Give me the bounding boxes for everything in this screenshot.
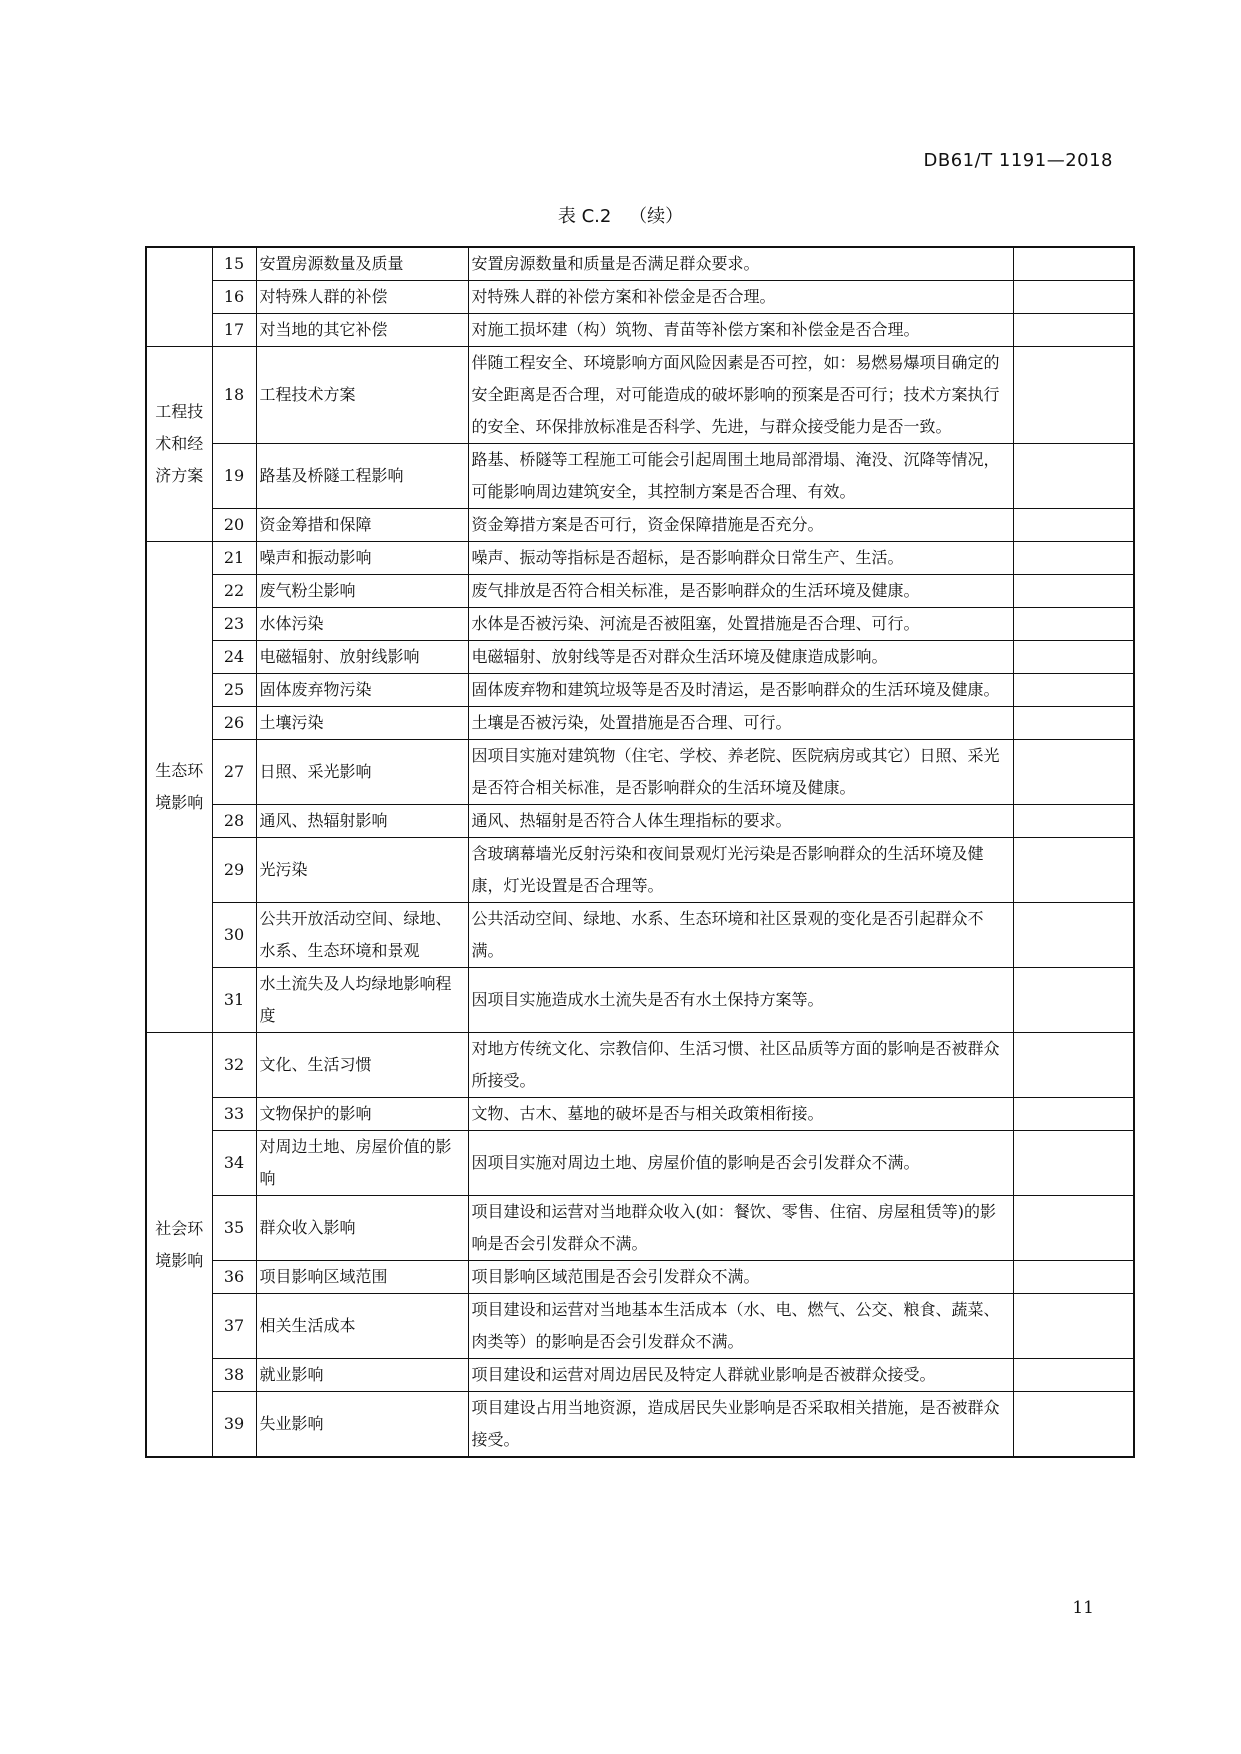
item-cell: 失业影响 bbox=[256, 1392, 468, 1458]
item-cell: 就业影响 bbox=[256, 1359, 468, 1392]
item-cell: 资金筹措和保障 bbox=[256, 509, 468, 542]
table-row bbox=[146, 1294, 1134, 1359]
content-cell: 资金筹措方案是否可行，资金保障措施是否充分。 bbox=[468, 509, 1013, 542]
item-cell: 公共开放活动空间、绿地、水系、生态环境和景观 bbox=[256, 903, 468, 968]
remark-cell bbox=[1013, 1131, 1134, 1196]
row-number-cell: 25 bbox=[212, 674, 256, 707]
content-cell: 路基、桥隧等工程施工可能会引起周围土地局部滑塌、淹没、沉降等情况，可能影响周边建筑安全，其控制方案是否合理、有效。 bbox=[468, 444, 1013, 509]
item-cell: 对特殊人群的补偿 bbox=[256, 281, 468, 314]
remark-cell bbox=[1013, 1196, 1134, 1261]
row-number-cell: 28 bbox=[212, 805, 256, 838]
content-cell: 通风、热辐射是否符合人体生理指标的要求。 bbox=[468, 805, 1013, 838]
item-cell: 工程技术方案 bbox=[256, 347, 468, 444]
table-row bbox=[146, 1261, 1134, 1294]
remark-cell bbox=[1013, 968, 1134, 1033]
row-number-cell: 21 bbox=[212, 542, 256, 575]
table-body bbox=[146, 247, 1134, 1457]
content-cell: 伴随工程安全、环境影响方面风险因素是否可控，如：易燃易爆项目确定的安全距离是否合理，对可能造成的破坏影响的预案是否可行；技术方案执行的安全、环保排放标准是否科学、先进，与群众接受能力是否一致。 bbox=[468, 347, 1013, 444]
content-cell: 项目建设和运营对当地群众收入(如：餐饮、零售、住宿、房屋租赁等)的影响是否会引发群众不满。 bbox=[468, 1196, 1013, 1261]
table-row bbox=[146, 314, 1134, 347]
row-number-cell: 22 bbox=[212, 575, 256, 608]
table-row bbox=[146, 968, 1134, 1033]
item-cell: 相关生活成本 bbox=[256, 1294, 468, 1359]
remark-cell bbox=[1013, 608, 1134, 641]
row-number-cell: 16 bbox=[212, 281, 256, 314]
item-cell: 文物保护的影响 bbox=[256, 1098, 468, 1131]
table-row bbox=[146, 1359, 1134, 1392]
content-cell: 安置房源数量和质量是否满足群众要求。 bbox=[468, 247, 1013, 281]
item-cell: 对周边土地、房屋价值的影响 bbox=[256, 1131, 468, 1196]
remark-cell bbox=[1013, 575, 1134, 608]
item-cell: 固体废弃物污染 bbox=[256, 674, 468, 707]
table-row bbox=[146, 444, 1134, 509]
content-cell: 文物、古木、墓地的破坏是否与相关政策相衔接。 bbox=[468, 1098, 1013, 1131]
remark-cell bbox=[1013, 674, 1134, 707]
content-cell: 水体是否被污染、河流是否被阻塞，处置措施是否合理、可行。 bbox=[468, 608, 1013, 641]
table-row bbox=[146, 1098, 1134, 1131]
content-cell: 对特殊人群的补偿方案和补偿金是否合理。 bbox=[468, 281, 1013, 314]
remark-cell bbox=[1013, 740, 1134, 805]
table-row bbox=[146, 247, 1134, 281]
content-cell: 公共活动空间、绿地、水系、生态环境和社区景观的变化是否引起群众不满。 bbox=[468, 903, 1013, 968]
remark-cell bbox=[1013, 1294, 1134, 1359]
remark-cell bbox=[1013, 247, 1134, 281]
remark-cell bbox=[1013, 444, 1134, 509]
table-row bbox=[146, 805, 1134, 838]
row-number-cell: 33 bbox=[212, 1098, 256, 1131]
remark-cell bbox=[1013, 805, 1134, 838]
row-number-cell: 39 bbox=[212, 1392, 256, 1458]
row-number-cell: 35 bbox=[212, 1196, 256, 1261]
item-cell: 噪声和振动影响 bbox=[256, 542, 468, 575]
table-title-label: 表 C.2 bbox=[557, 206, 612, 227]
remark-cell bbox=[1013, 707, 1134, 740]
item-cell: 电磁辐射、放射线影响 bbox=[256, 641, 468, 674]
content-cell: 项目影响区域范围是否会引发群众不满。 bbox=[468, 1261, 1013, 1294]
item-cell: 通风、热辐射影响 bbox=[256, 805, 468, 838]
row-number-cell: 24 bbox=[212, 641, 256, 674]
remark-cell bbox=[1013, 542, 1134, 575]
content-cell: 因项目实施对周边土地、房屋价值的影响是否会引发群众不满。 bbox=[468, 1131, 1013, 1196]
item-cell: 项目影响区域范围 bbox=[256, 1261, 468, 1294]
table-row bbox=[146, 674, 1134, 707]
table-row bbox=[146, 575, 1134, 608]
table-row bbox=[146, 281, 1134, 314]
table-row bbox=[146, 608, 1134, 641]
category-cell bbox=[146, 247, 212, 347]
table-row bbox=[146, 641, 1134, 674]
item-cell: 路基及桥隧工程影响 bbox=[256, 444, 468, 509]
table-row bbox=[146, 1196, 1134, 1261]
remark-cell bbox=[1013, 314, 1134, 347]
row-number-cell: 36 bbox=[212, 1261, 256, 1294]
content-cell: 电磁辐射、放射线等是否对群众生活环境及健康造成影响。 bbox=[468, 641, 1013, 674]
remark-cell bbox=[1013, 281, 1134, 314]
content-cell: 对施工损坏建（构）筑物、青苗等补偿方案和补偿金是否合理。 bbox=[468, 314, 1013, 347]
table-row bbox=[146, 1392, 1134, 1458]
row-number-cell: 18 bbox=[212, 347, 256, 444]
content-cell: 土壤是否被污染，处置措施是否合理、可行。 bbox=[468, 707, 1013, 740]
table-row bbox=[146, 1033, 1134, 1098]
table-title-note: （续） bbox=[629, 206, 684, 227]
table-row bbox=[146, 838, 1134, 903]
table-title bbox=[0, 202, 1241, 228]
category-cell: 社会环境影响 bbox=[146, 1033, 212, 1458]
item-cell: 光污染 bbox=[256, 838, 468, 903]
table-row bbox=[146, 903, 1134, 968]
row-number-cell: 30 bbox=[212, 903, 256, 968]
item-cell: 群众收入影响 bbox=[256, 1196, 468, 1261]
remark-cell bbox=[1013, 1392, 1134, 1458]
table-row bbox=[146, 347, 1134, 444]
row-number-cell: 20 bbox=[212, 509, 256, 542]
item-cell: 土壤污染 bbox=[256, 707, 468, 740]
content-cell: 噪声、振动等指标是否超标，是否影响群众日常生产、生活。 bbox=[468, 542, 1013, 575]
remark-cell bbox=[1013, 838, 1134, 903]
item-cell: 废气粉尘影响 bbox=[256, 575, 468, 608]
row-number-cell: 38 bbox=[212, 1359, 256, 1392]
row-number-cell: 34 bbox=[212, 1131, 256, 1196]
content-cell: 含玻璃幕墙光反射污染和夜间景观灯光污染是否影响群众的生活环境及健康，灯光设置是否合理等。 bbox=[468, 838, 1013, 903]
remark-cell bbox=[1013, 347, 1134, 444]
row-number-cell: 27 bbox=[212, 740, 256, 805]
row-number-cell: 37 bbox=[212, 1294, 256, 1359]
content-cell: 项目建设和运营对当地基本生活成本（水、电、燃气、公交、粮食、蔬菜、肉类等）的影响是否会引发群众不满。 bbox=[468, 1294, 1013, 1359]
table-row bbox=[146, 509, 1134, 542]
content-cell: 因项目实施造成水土流失是否有水土保持方案等。 bbox=[468, 968, 1013, 1033]
page-number: 11 bbox=[1072, 1598, 1094, 1618]
content-cell: 对地方传统文化、宗教信仰、生活习惯、社区品质等方面的影响是否被群众所接受。 bbox=[468, 1033, 1013, 1098]
row-number-cell: 17 bbox=[212, 314, 256, 347]
standard-code: DB61/T 1191—2018 bbox=[923, 150, 1113, 171]
row-number-cell: 29 bbox=[212, 838, 256, 903]
table-row bbox=[146, 740, 1134, 805]
content-cell: 废气排放是否符合相关标准，是否影响群众的生活环境及健康。 bbox=[468, 575, 1013, 608]
row-number-cell: 26 bbox=[212, 707, 256, 740]
table-row bbox=[146, 1131, 1134, 1196]
row-number-cell: 15 bbox=[212, 247, 256, 281]
content-cell: 项目建设占用当地资源，造成居民失业影响是否采取相关措施，是否被群众接受。 bbox=[468, 1392, 1013, 1458]
remark-cell bbox=[1013, 509, 1134, 542]
row-number-cell: 23 bbox=[212, 608, 256, 641]
item-cell: 水体污染 bbox=[256, 608, 468, 641]
remark-cell bbox=[1013, 903, 1134, 968]
remark-cell bbox=[1013, 1033, 1134, 1098]
row-number-cell: 31 bbox=[212, 968, 256, 1033]
table-row bbox=[146, 707, 1134, 740]
table-row bbox=[146, 542, 1134, 575]
remark-cell bbox=[1013, 1359, 1134, 1392]
content-cell: 项目建设和运营对周边居民及特定人群就业影响是否被群众接受。 bbox=[468, 1359, 1013, 1392]
remark-cell bbox=[1013, 1098, 1134, 1131]
remark-cell bbox=[1013, 641, 1134, 674]
category-cell: 工程技术和经济方案 bbox=[146, 347, 212, 542]
item-cell: 对当地的其它补偿 bbox=[256, 314, 468, 347]
item-cell: 水土流失及人均绿地影响程度 bbox=[256, 968, 468, 1033]
category-cell: 生态环境影响 bbox=[146, 542, 212, 1033]
remark-cell bbox=[1013, 1261, 1134, 1294]
assessment-table bbox=[145, 246, 1135, 1458]
item-cell: 日照、采光影响 bbox=[256, 740, 468, 805]
content-cell: 固体废弃物和建筑垃圾等是否及时清运，是否影响群众的生活环境及健康。 bbox=[468, 674, 1013, 707]
row-number-cell: 19 bbox=[212, 444, 256, 509]
item-cell: 安置房源数量及质量 bbox=[256, 247, 468, 281]
row-number-cell: 32 bbox=[212, 1033, 256, 1098]
item-cell: 文化、生活习惯 bbox=[256, 1033, 468, 1098]
content-cell: 因项目实施对建筑物（住宅、学校、养老院、医院病房或其它）日照、采光是否符合相关标准，是否影响群众的生活环境及健康。 bbox=[468, 740, 1013, 805]
